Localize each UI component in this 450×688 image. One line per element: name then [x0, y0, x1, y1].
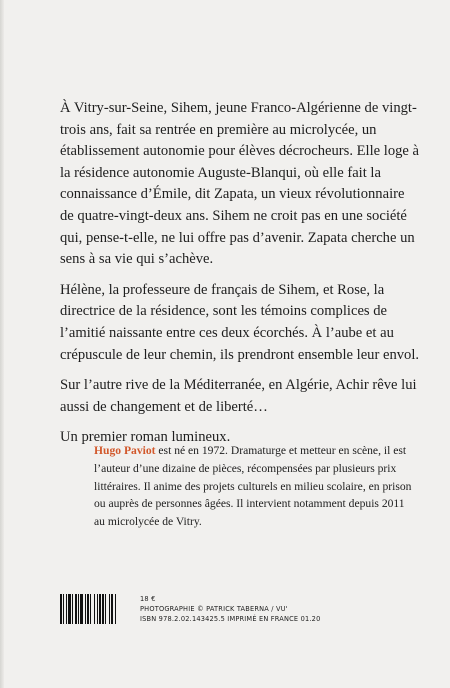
- blurb-tagline: Un premier roman lumineux.: [60, 429, 231, 446]
- barcode-bar: [111, 594, 113, 624]
- photo-credit: PHOTOGRAPHIE © PATRICK TABERNA / VU': [140, 605, 288, 614]
- barcode-bar: [115, 594, 116, 624]
- barcode-bar: [90, 594, 91, 624]
- barcode-bar: [99, 594, 101, 624]
- barcode-bar: [60, 594, 62, 624]
- back-cover-blurb: [60, 98, 420, 458]
- barcode-block: [60, 594, 321, 624]
- barcode-bar: [102, 594, 104, 624]
- barcode-bar: [68, 594, 71, 624]
- barcode-bar: [80, 594, 83, 624]
- author-name: Hugo Paviot: [94, 444, 156, 457]
- barcode-bar: [75, 594, 77, 624]
- barcode-bar: [72, 594, 73, 624]
- barcode: [60, 594, 132, 624]
- book-spine-edge: [0, 0, 4, 688]
- blurb-paragraph-1: À Vitry-sur-Seine, Sihem, jeune Franco-Algérienne de vingt-trois ans, fait sa rentrée en première au microlycée, un établissement autonomie pour élèves décrocheurs. Elle loge à la résidence autonomie Auguste-Blanqui, où elle fait la connaissance d’Émile, dit Zapata, un vieux révolutionnaire de quatre-vingt-deux ans. Sihem ne croit pas en une société qui, pense-t-elle, ne lui offre pas d’avenir. Zapata cherche un sens à sa vie qui s’achève.: [60, 100, 420, 268]
- barcode-bar: [85, 594, 86, 624]
- barcode-bar: [94, 594, 95, 624]
- barcode-bar: [63, 594, 64, 624]
- blurb-paragraph-2: Hélène, la professeure de français de Sihem, et Rose, la directrice de la résidence, sont les témoins complices de l’amitié naissante entre ces deux écorchés. À l’aube et au crépuscule de leur chemin, ils prendront ensemble leur envol.: [60, 281, 420, 363]
- barcode-bar: [97, 594, 98, 624]
- barcode-bar: [105, 594, 106, 624]
- legal-info: [140, 594, 340, 625]
- barcode-bar: [109, 594, 110, 624]
- barcode-bar: [78, 594, 79, 624]
- author-bio-text: est né en 1972. Dramaturge et metteur en scène, il est l’auteur d’une dizaine de pièces, récompensées par plusieurs prix littéraires. Il anime des projets culturels en milieu scolaire, en prison ou auprès de personnes âgées. Il intervient notamment depuis 2011 au microlycée de Vitry.: [94, 444, 412, 529]
- blurb-paragraph-3: Sur l’autre rive de la Méditerranée, en Algérie, Achir rêve lui aussi de changement et de liberté…: [60, 377, 417, 415]
- isbn-line: ISBN 978.2.02.143425.5 IMPRIMÉ EN FRANCE 01.20: [140, 615, 321, 624]
- price: 18 €: [140, 595, 156, 603]
- barcode-bar: [66, 594, 67, 624]
- barcode-bar: [87, 594, 89, 624]
- author-bio: [94, 442, 414, 531]
